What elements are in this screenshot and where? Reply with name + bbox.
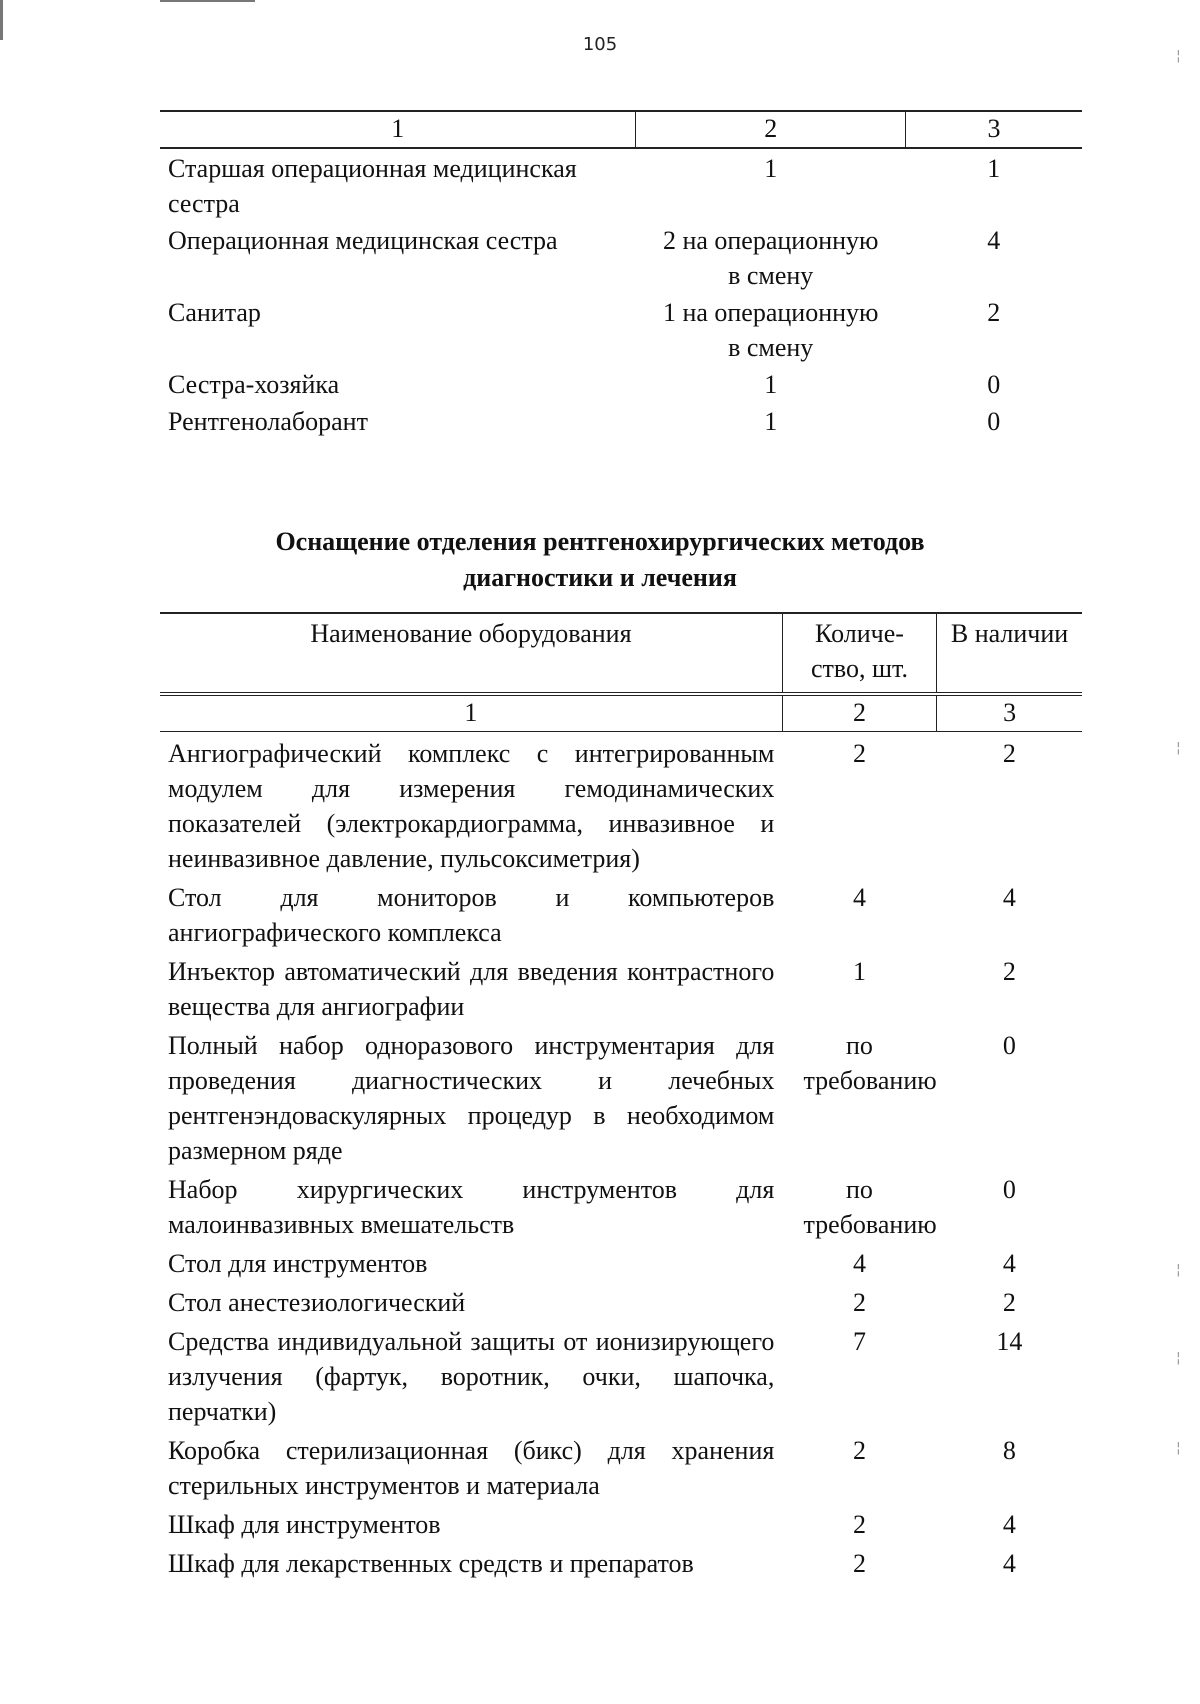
equipment-quantity: 2 [852,1549,866,1578]
equipment-quantity: 2 [852,1288,866,1317]
staff-norm: 1 [764,154,778,183]
table-row [160,1542,1082,1581]
equipment-available: 2 [1002,957,1016,986]
equipment-available: 4 [1002,1249,1016,1278]
staff-position: Сестра-хозяйка [168,370,340,399]
equipment-name: Инъектор автоматический для введения контрастного вещества для ангиографии [168,957,775,1021]
equipment-quantity: 4 [852,883,866,912]
section-title-line: диагностики и лечения [463,563,737,592]
equipment-available: 14 [996,1327,1023,1356]
section-title [0,524,1200,596]
staff-actual: 4 [987,226,1001,255]
equipment-name: Шкаф для лекарственных средств и препаратов [168,1549,694,1578]
staff-table [160,110,1082,439]
scan-margin-mark: ¦ [1176,1440,1181,1456]
equipment-available: 2 [1002,739,1016,768]
section-title-line: Оснащение отделения рентгенохирургических методов [275,527,925,556]
staff-actual: 2 [987,298,1001,327]
table-row [160,876,1082,950]
column-number: 1 [160,694,782,732]
table-row [160,1320,1082,1429]
equipment-available: 4 [1002,883,1016,912]
column-number: 3 [905,111,1082,148]
equipment-available: 4 [1002,1549,1016,1578]
equipment-name: Шкаф для инструментов [168,1510,441,1539]
scan-margin-mark: ¦ [1176,740,1181,756]
equipment-table-body [160,732,1082,1582]
table-row [160,1024,1082,1168]
staff-norm: 1 [764,407,778,436]
table-row [160,732,1082,877]
table-row [160,293,1082,365]
equipment-quantity: 2 [852,1510,866,1539]
equipment-name: Полный набор одноразового инструментария для проведения диагностических и лечебных рентгенэндоваскулярных процедур в необходимом размерном ряде [168,1031,775,1165]
scan-margin-mark: ¦ [1176,1350,1181,1366]
staff-position: Санитар [168,298,261,327]
column-number: 3 [937,694,1082,732]
page-number: 105 [582,34,618,55]
table-row [160,1168,1082,1242]
equipment-name: Коробка стерилизационная (бикс) для хранения стерильных инструментов и материала [168,1436,775,1500]
column-header-quantity: Количе-ство, шт. [782,613,936,694]
table-row [160,402,1082,439]
table-row [160,1242,1082,1281]
equipment-available: 4 [1002,1510,1016,1539]
equipment-quantity: по требованию [803,1175,937,1239]
staff-position: Операционная медицинская сестра [168,226,558,255]
staff-actual: 1 [987,154,1001,183]
equipment-available: 8 [1002,1436,1016,1465]
equipment-quantity: по требованию [803,1031,937,1095]
staff-actual: 0 [987,370,1001,399]
staff-norm: 2 на операционную в смену [662,226,879,290]
staff-position: Старшая операционная медицинская сестра [168,154,577,218]
column-header-name: Наименование оборудования [160,613,782,694]
equipment-name: Набор хирургических инструментов для малоинвазивных вмешательств [168,1175,775,1239]
scan-top-mark [160,0,255,2]
scan-margin-mark: ¦ [1176,1262,1181,1278]
staff-actual: 0 [987,407,1001,436]
table-row [160,1281,1082,1320]
equipment-name: Ангиографический комплекс с интегрированным модулем для измерения гемодинамических показателей (электрокардиограмма, инвазивное и неинвазивное давление, пульсоксиметрия) [168,739,775,873]
table-row [160,148,1082,221]
column-number: 2 [636,111,906,148]
equipment-quantity: 2 [852,739,866,768]
equipment-name: Стол для мониторов и компьютеров ангиографического комплекса [168,883,775,947]
scan-margin-mark: ¦ [1176,48,1181,64]
equipment-name: Средства индивидуальной защиты от ионизирующего излучения (фартук, воротник, очки, шапочка, перчатки) [168,1327,775,1426]
staff-position: Рентгенолаборант [168,407,368,436]
equipment-table-header [160,613,1082,694]
equipment-name: Стол анестезиологический [168,1288,466,1317]
equipment-available: 2 [1002,1288,1016,1317]
column-number: 1 [160,111,636,148]
equipment-quantity: 1 [852,957,866,986]
equipment-quantity: 4 [852,1249,866,1278]
equipment-available: 0 [1002,1175,1016,1204]
table-row [160,221,1082,293]
equipment-quantity: 7 [852,1327,866,1356]
column-header-available: В наличии [937,613,1082,694]
equipment-quantity: 2 [852,1436,866,1465]
staff-norm: 1 [764,370,778,399]
column-numbering-row [160,694,1082,732]
equipment-name: Стол для инструментов [168,1249,428,1278]
table-row [160,1429,1082,1503]
staff-norm: 1 на операционную в смену [662,298,879,362]
table-row [160,365,1082,402]
column-number: 2 [782,694,936,732]
equipment-table [160,612,1082,1581]
equipment-available: 0 [1002,1031,1016,1060]
table-row [160,950,1082,1024]
table-row [160,1503,1082,1542]
staff-table-header [160,111,1082,148]
